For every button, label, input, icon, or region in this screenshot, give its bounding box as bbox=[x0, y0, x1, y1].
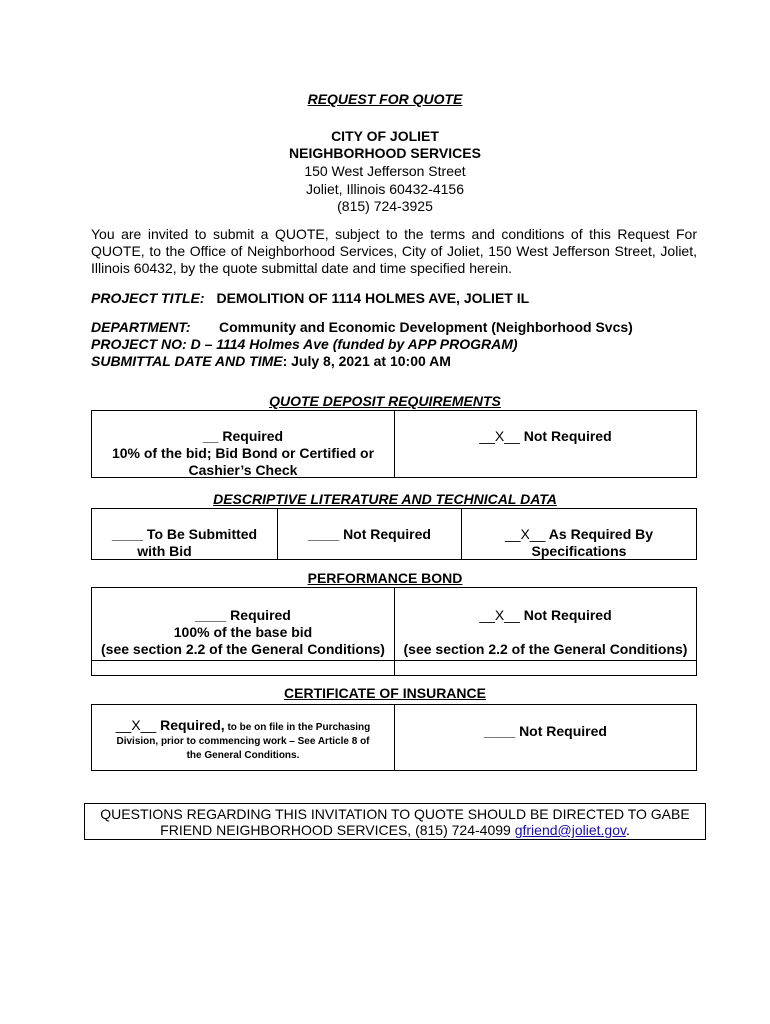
literature-specifications: Specifications bbox=[531, 543, 627, 559]
deposit-not-required-cell bbox=[395, 428, 696, 445]
phone-number: (815) 724-3925 bbox=[337, 198, 433, 214]
literature-as-required-cell bbox=[462, 526, 696, 560]
submittal-label: SUBMITTAL DATE AND TIME bbox=[91, 353, 283, 369]
project-title-label: PROJECT TITLE: bbox=[91, 290, 205, 306]
performance-not-required-label: Not Required bbox=[519, 607, 612, 623]
department-label: DEPARTMENT: bbox=[91, 319, 191, 335]
project-title-row bbox=[91, 290, 529, 307]
department-value: Community and Economic Development (Neighborhood Svcs) bbox=[219, 319, 633, 335]
title-text: REQUEST FOR QUOTE bbox=[307, 91, 463, 107]
questions-period: . bbox=[625, 822, 630, 838]
org-name: CITY OF JOLIET bbox=[331, 128, 439, 144]
department-row bbox=[91, 319, 633, 336]
project-number: PROJECT NO: D – 1114 Holmes Ave (funded by APP PROGRAM) bbox=[91, 336, 518, 352]
email-link[interactable]: gfriend@joliet.gov bbox=[514, 822, 626, 838]
literature-submitted-option: ____ To Be Submitted bbox=[111, 526, 258, 542]
performance-required-cell bbox=[92, 607, 394, 658]
submittal-row bbox=[91, 353, 451, 370]
deposit-not-required-label: Not Required bbox=[519, 428, 612, 444]
deposit-required-desc: 10% of the bid; Bid Bond or Certified or bbox=[111, 445, 375, 461]
performance-not-required-note: (see section 2.2 of the General Conditions) bbox=[403, 641, 688, 657]
performance-required-desc: 100% of the base bid bbox=[173, 624, 313, 640]
intro-paragraph bbox=[91, 226, 697, 277]
performance-required-option: ____ Required bbox=[195, 607, 291, 623]
performance-x-mark: __X__ bbox=[479, 607, 520, 623]
insurance-required-label: Required, bbox=[156, 717, 225, 733]
insurance-not-required-cell: ____ Not Required bbox=[484, 723, 607, 739]
questions-contact-text: FRIEND NEIGHBORHOOD SERVICES, (815) 724-4099 bbox=[160, 822, 515, 838]
project-title-value: DEMOLITION OF 1114 HOLMES AVE, JOLIET IL bbox=[216, 290, 530, 306]
literature-submitted-cell bbox=[92, 526, 277, 560]
deposit-required-desc-2: Cashier’s Check bbox=[188, 462, 298, 478]
insurance-required-cell bbox=[92, 717, 394, 763]
literature-submitted-desc: with Bid bbox=[137, 543, 192, 559]
page-title bbox=[0, 91, 770, 108]
org-department: NEIGHBORHOOD SERVICES bbox=[289, 145, 481, 161]
performance-required-note: (see section 2.2 of the General Conditions) bbox=[101, 641, 385, 657]
literature-as-required-label: As Required By bbox=[545, 526, 654, 542]
literature-not-required-cell: ____ Not Required bbox=[308, 526, 431, 542]
deposit-required-cell bbox=[92, 428, 394, 479]
submittal-value: : July 8, 2021 at 10:00 AM bbox=[282, 353, 451, 369]
deposit-heading: QUOTE DEPOSIT REQUIREMENTS bbox=[269, 393, 501, 409]
questions-line-1: QUESTIONS REGARDING THIS INVITATION TO QUOTE SHOULD BE DIRECTED TO GABE bbox=[100, 806, 690, 822]
literature-heading: DESCRIPTIVE LITERATURE AND TECHNICAL DATA bbox=[213, 491, 557, 507]
intro-line-1: You are invited to submit a QUOTE, subject to the terms and conditions of this Request For bbox=[91, 226, 697, 242]
address-line-1: 150 West Jefferson Street bbox=[304, 163, 466, 179]
literature-x-mark: __X__ bbox=[504, 526, 546, 542]
insurance-required-note-2: Division, prior to commencing work – See Article 8 of bbox=[116, 736, 370, 747]
intro-line-3: Illinois 60432, by the quote submittal date and time specified herein. bbox=[91, 260, 513, 276]
address-line-2: Joliet, Illinois 60432-4156 bbox=[306, 181, 464, 197]
insurance-required-note-1: to be on file in the Purchasing bbox=[224, 722, 371, 733]
performance-not-required-cell bbox=[395, 607, 696, 658]
questions-line-2 bbox=[84, 822, 706, 839]
insurance-x-mark: __X__ bbox=[115, 717, 157, 733]
insurance-heading: CERTIFICATE OF INSURANCE bbox=[284, 685, 486, 701]
deposit-required-option: __ Required bbox=[202, 428, 284, 444]
insurance-required-note-3: the General Conditions. bbox=[186, 750, 300, 761]
performance-heading: PERFORMANCE BOND bbox=[307, 570, 463, 586]
deposit-x-mark: __X__ bbox=[479, 428, 520, 444]
intro-line-2: QUOTE, to the Office of Neighborhood Services, City of Joliet, 150 West Jefferson Street, Joliet, bbox=[91, 243, 697, 259]
